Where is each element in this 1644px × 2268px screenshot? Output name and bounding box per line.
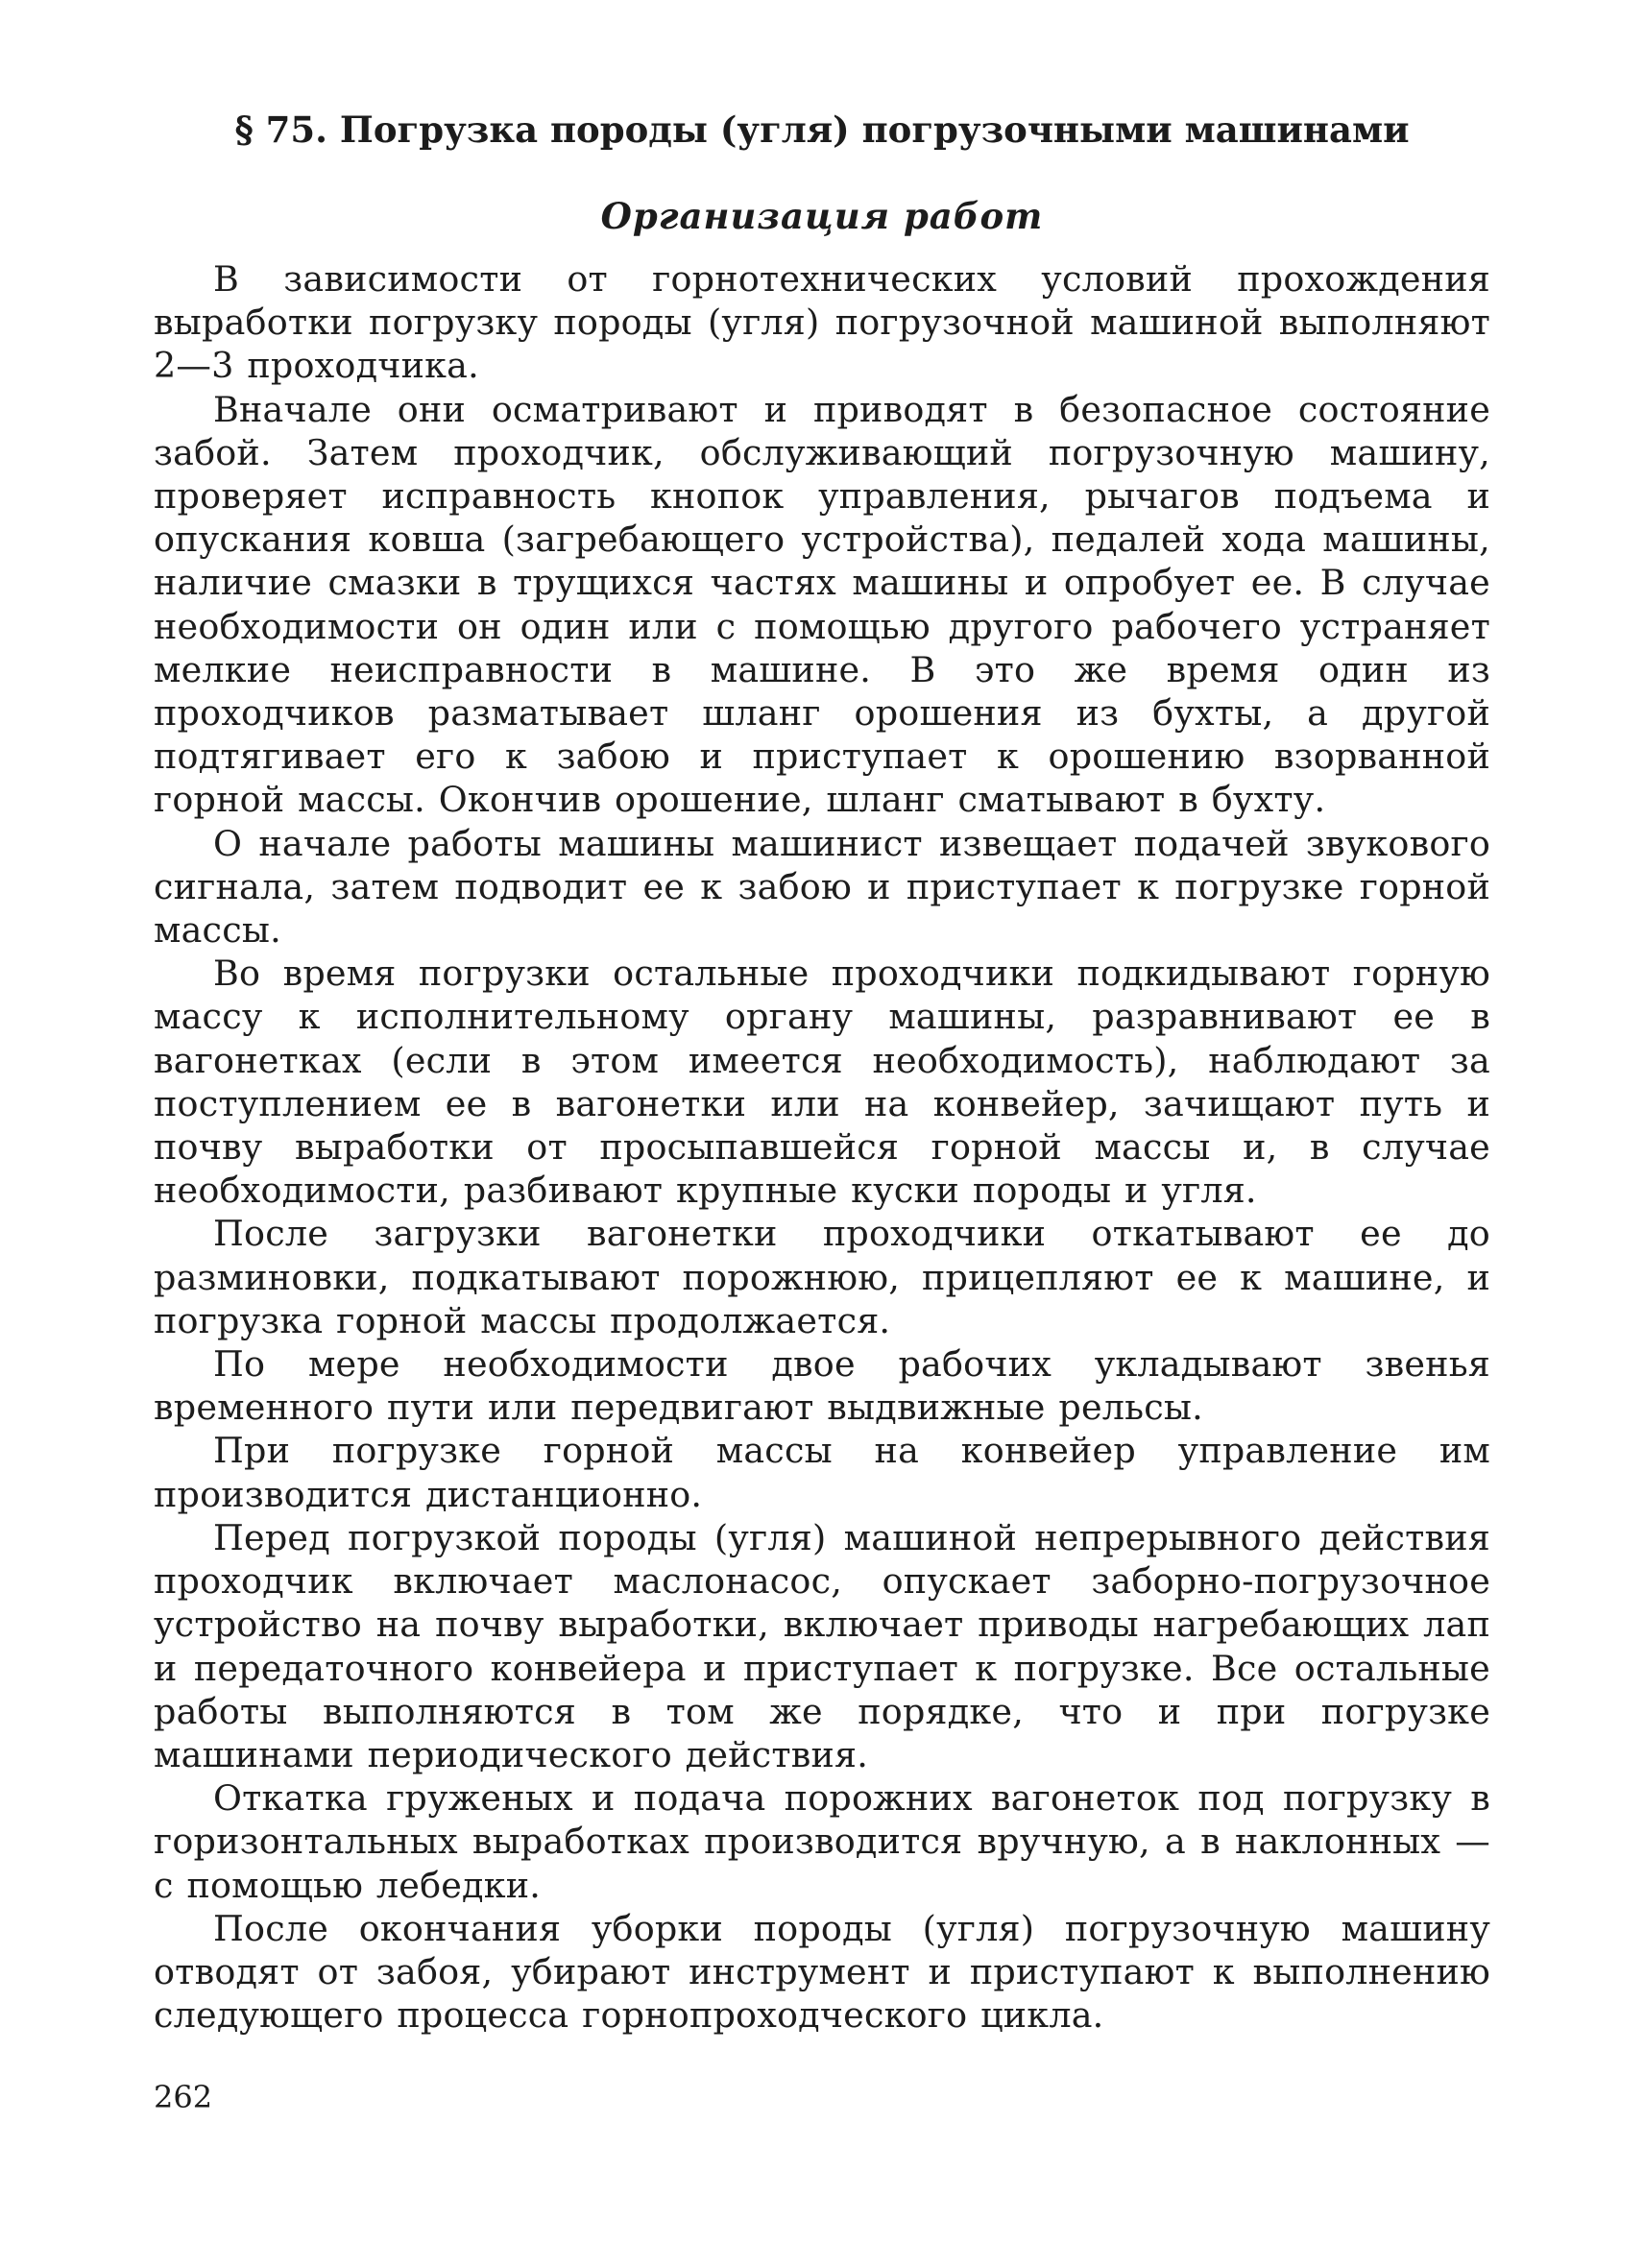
paragraph: Во время погрузки остальные проходчики подкидывают горную массу к исполнительному органу машины, разравнивают ее в вагонетках (если в этом имеется необходимость), наблюдают за поступлением ее в вагонетки или на конвейер, зачищают путь и почву выработки от просыпавшейся горной массы и, в случае необходимости, разбивают крупные куски породы и угля. — [154, 953, 1490, 1212]
page-number: 262 — [154, 2079, 213, 2115]
paragraph: После загрузки вагонетки проходчики откатывают ее до разминовки, подкатывают порожнюю, прицепляют ее к машине, и погрузка горной массы продолжается. — [154, 1213, 1490, 1341]
paragraph: В зависимости от горнотехнических условий прохождения выработки погрузку породы (угля) погрузочной машиной выполняют 2—3 проходчика. — [154, 258, 1490, 387]
paragraph: По мере необходимости двое рабочих укладывают звенья временного пути или передвигают выдвижные рельсы. — [154, 1343, 1490, 1429]
body-text — [154, 257, 1490, 2037]
paragraph: Перед погрузкой породы (угля) машиной непрерывного действия проходчик включает маслонасос, опускает заборно-погрузочное устройство на почву выработки, включает приводы нагребающих лап и передаточного конвейера и приступает к погрузке. Все остальные работы выполняются в том же порядке, что и при погрузке машинами периодического действия. — [154, 1516, 1490, 1775]
section-title: § 75. Погрузка породы (угля) погрузочными машинами — [234, 109, 1410, 151]
paragraph: Вначале они осматривают и приводят в безопасное состояние забой. Затем проходчик, обслуживающий погрузочную машину, проверяет исправность кнопок управления, рычагов подъема и опускания ковша (загребающего устройства), педалей хода машины, наличие смазки в трущихся частях машины и опробует ее. В случае необходимости он один или с помощью другого рабочего устраняет мелкие неисправности в машине. В это же время один из проходчиков разматывает шланг орошения из бухты, а другой подтягивает его к забою и приступает к орошению взорванной горной массы. Окончив орошение, шланг сматывают в бухту. — [154, 388, 1490, 821]
paragraph: После окончания уборки породы (угля) погрузочную машину отводят от забоя, убирают инструмент и приступают к выполнению следующего процесса горнопроходческого цикла. — [154, 1907, 1490, 2037]
paragraph: О начале работы машины машинист извещает подачей звукового сигнала, затем подводит ее к забою и приступает к погрузке горной массы. — [154, 822, 1490, 952]
section-subtitle: Организация работ — [600, 195, 1044, 237]
paragraph: Откатка груженых и подача порожних вагонеток под погрузку в горизонтальных выработках производится вручную, а в наклонных — с помощью лебедки. — [154, 1777, 1490, 1906]
text-column — [154, 106, 1490, 2037]
paragraph: При погрузке горной массы на конвейер управление им производится дистанционно. — [154, 1430, 1490, 1515]
